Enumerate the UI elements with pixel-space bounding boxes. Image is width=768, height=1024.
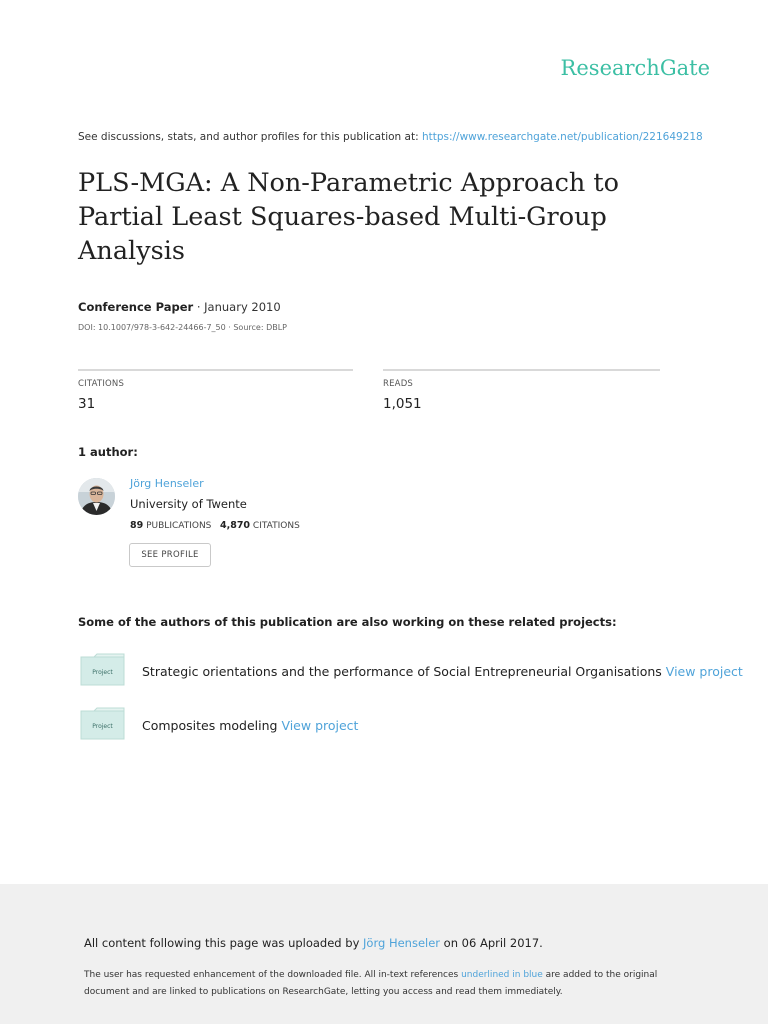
view-project-link[interactable]: View project — [665, 664, 743, 679]
doi-source: DOI: 10.1007/978-3-642-24466-7_50 · Source: DBLP — [78, 323, 287, 332]
project-title: Strategic orientations and the performance of Social Entrepreneurial Organisations — [142, 664, 662, 679]
page-title: PLS-MGA: A Non-Parametric Approach to Partial Least Squares-based Multi-Group Analysis — [78, 168, 620, 266]
enhancement-notice — [84, 967, 704, 1001]
reads-value: 1,051 — [383, 396, 422, 412]
upload-notice-prefix: All content following this page was uploaded by — [84, 936, 364, 950]
author-publications-label: PUBLICATIONS — [146, 521, 212, 531]
view-project-link[interactable]: View project — [281, 718, 359, 733]
see-profile-button[interactable]: SEE PROFILE — [129, 543, 211, 567]
discussion-line — [78, 131, 703, 143]
publication-info — [78, 300, 281, 314]
author-stats — [130, 520, 300, 531]
project-icon-label: Project — [92, 669, 113, 676]
author-publications-count: 89 — [130, 520, 144, 531]
author-name-link[interactable]: Jörg Henseler — [130, 477, 204, 490]
author-photo-icon — [78, 478, 115, 515]
reads-label: READS — [383, 379, 414, 389]
upload-notice — [84, 936, 543, 950]
project-item — [142, 664, 743, 679]
reads-divider — [383, 369, 660, 371]
related-projects-heading: Some of the authors of this publication are also working on these related projects: — [78, 615, 617, 629]
project-title: Composites modeling — [142, 718, 278, 733]
publication-type: Conference Paper — [78, 300, 194, 314]
publication-url-link[interactable]: https://www.researchgate.net/publication/221649218 — [421, 131, 703, 143]
author-citations-count: 4,870 — [219, 520, 251, 531]
avatar[interactable] — [78, 478, 115, 515]
footer-panel — [0, 884, 768, 1024]
author-affiliation: University of Twente — [130, 497, 247, 511]
citations-value: 31 — [78, 396, 96, 412]
author-citations-label: CITATIONS — [252, 521, 300, 531]
publication-date: · January 2010 — [193, 300, 281, 314]
author-count-heading: 1 author: — [78, 445, 138, 459]
underlined-in-blue-text: underlined in blue — [461, 970, 543, 980]
upload-notice-date: on 06 April 2017. — [440, 936, 543, 950]
citations-divider — [78, 369, 353, 371]
citations-label: CITATIONS — [78, 379, 125, 389]
project-folder-icon[interactable] — [80, 707, 125, 740]
enhancement-prefix: The user has requested enhancement of the downloaded file. All in-text references — [84, 970, 462, 980]
uploader-link[interactable]: Jörg Henseler — [363, 936, 441, 950]
enhancement-suffix: are added to the original document and are linked to publications on ResearchGate, letting you access and read them immediately. — [84, 970, 658, 997]
project-folder-icon[interactable] — [80, 653, 125, 686]
project-icon-label: Project — [92, 723, 113, 730]
researchgate-logo[interactable]: ResearchGate — [560, 56, 710, 80]
project-item — [142, 718, 358, 733]
discussion-text: See discussions, stats, and author profiles for this publication at: — [78, 131, 422, 143]
